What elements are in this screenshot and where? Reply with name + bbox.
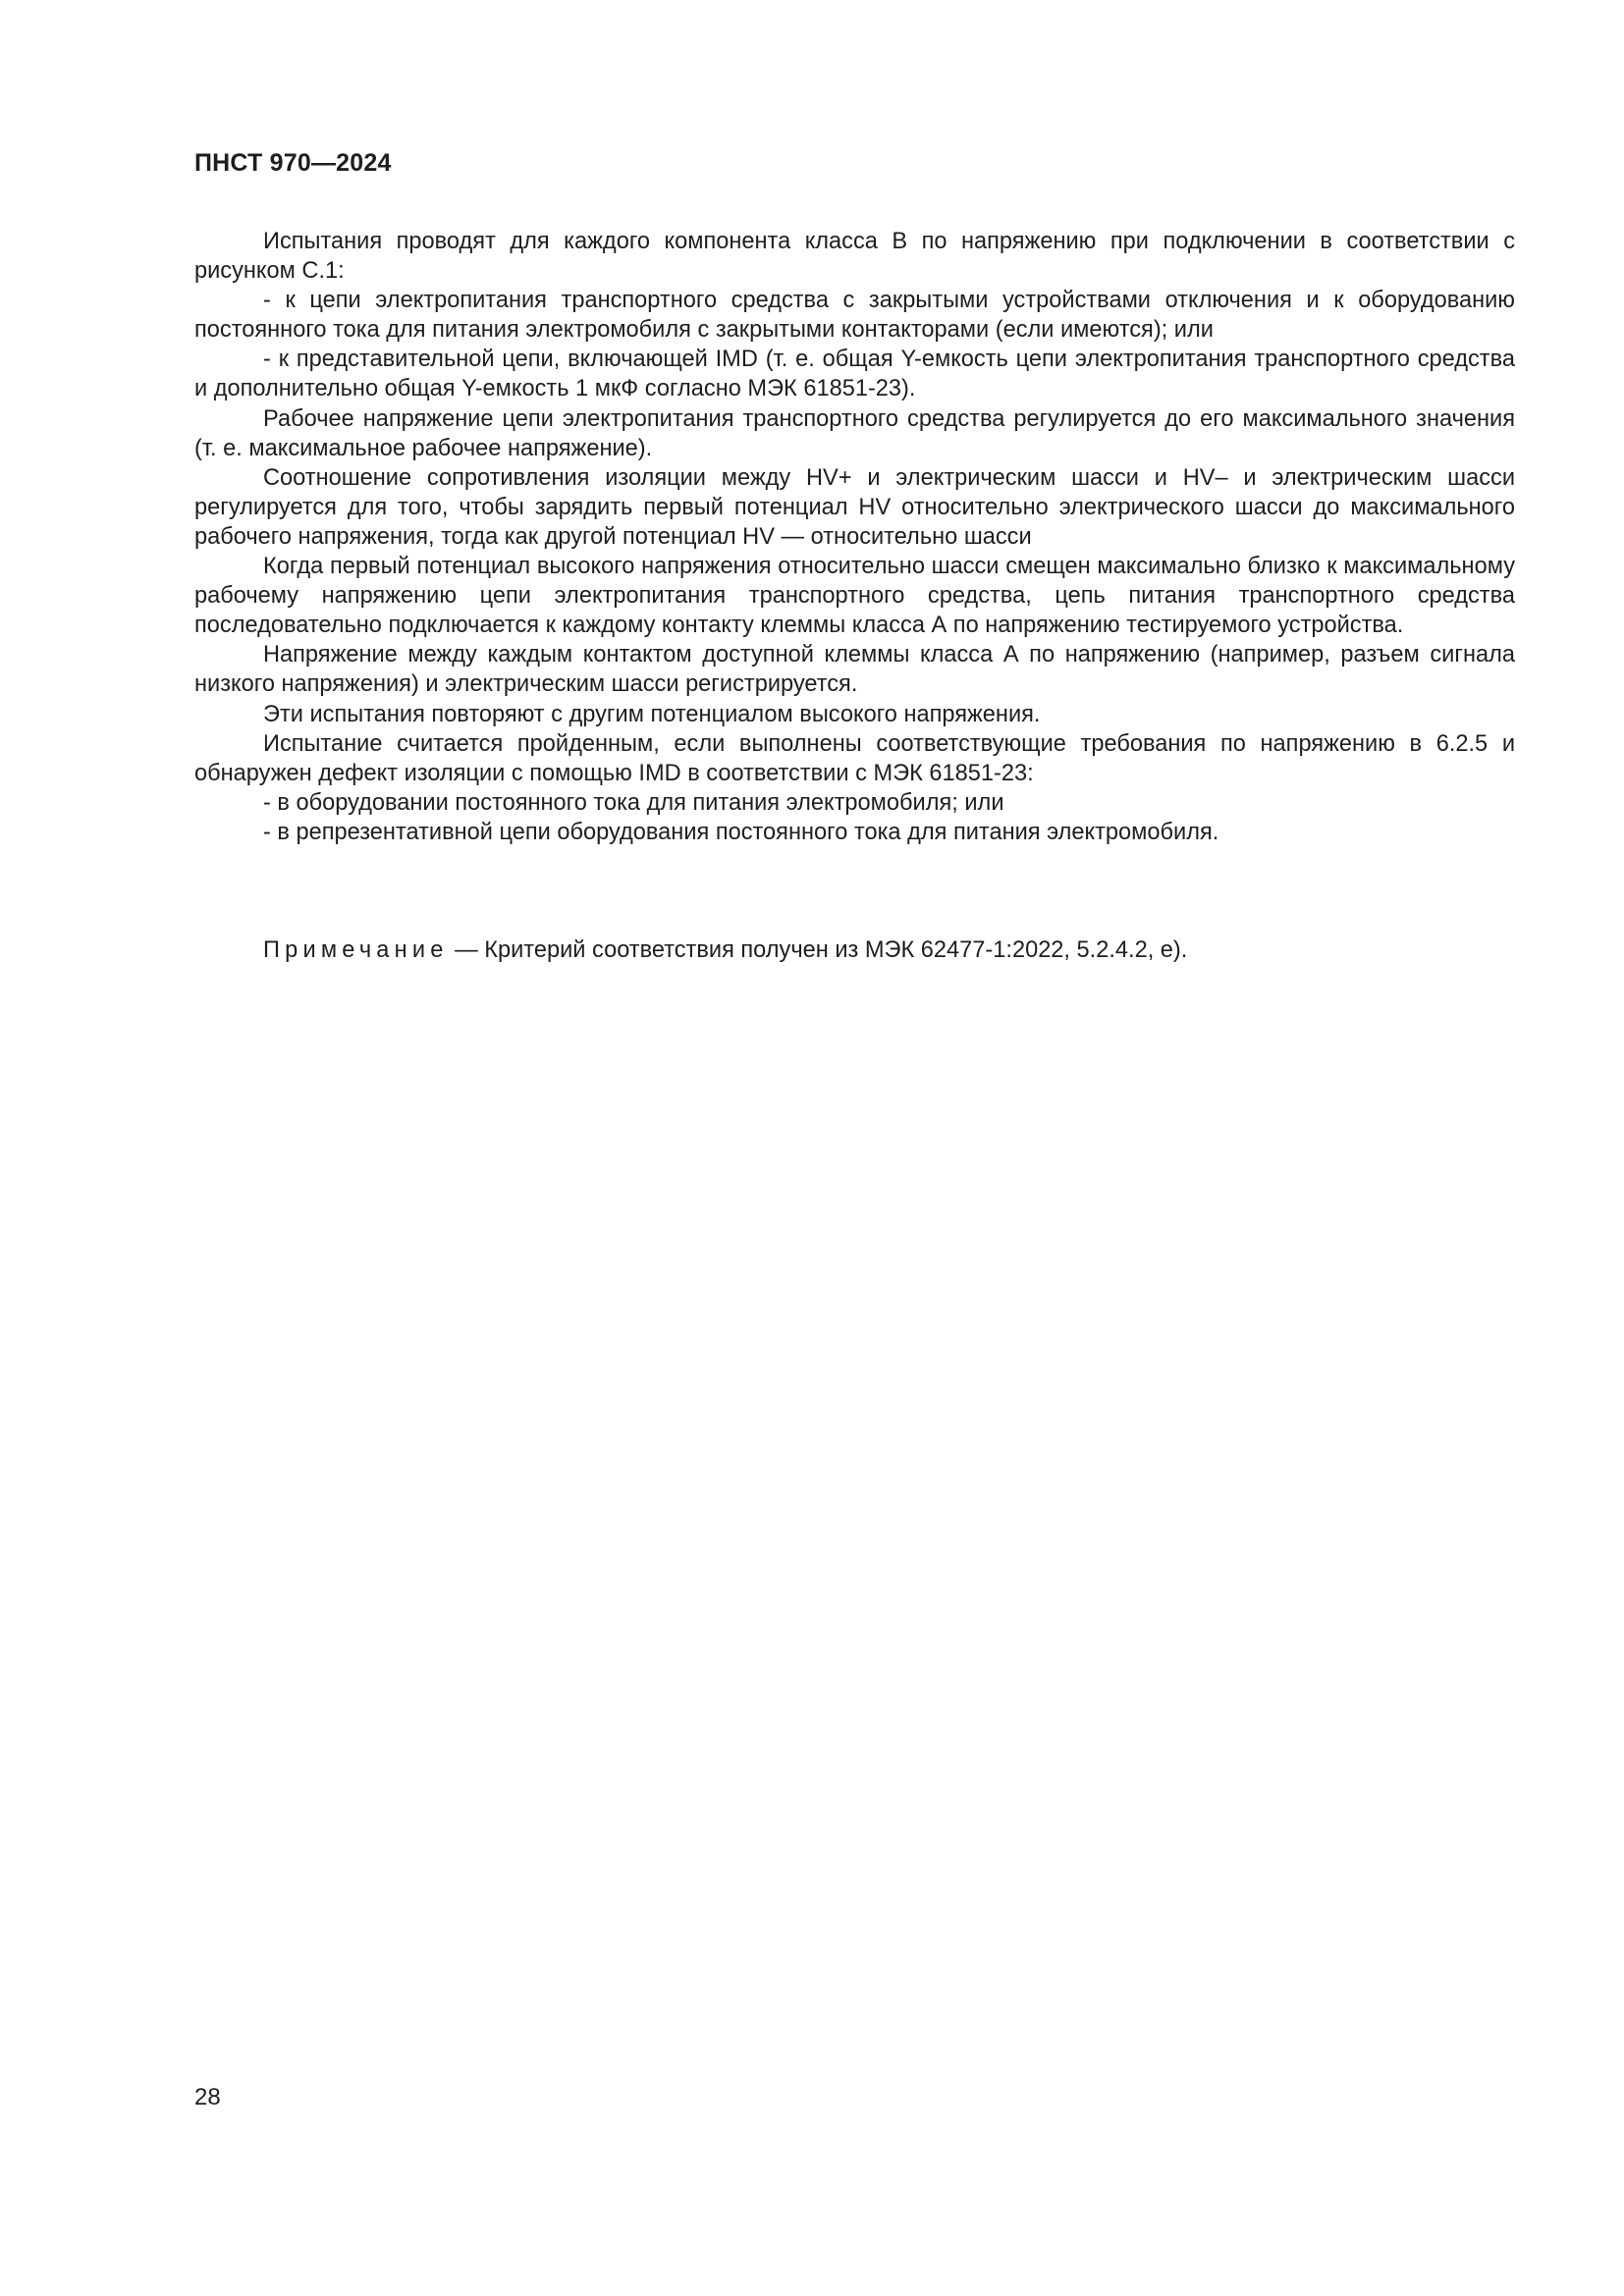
- paragraph-working-voltage: Рабочее напряжение цепи электропитания транспортного средства регулируется до его максимального значения (т. е. максимальное рабочее напряжение).: [194, 405, 1515, 461]
- page-number: 28: [194, 2084, 221, 2110]
- list-item-dc-equipment: - в оборудовании постоянного тока для питания электромобиля; или: [263, 789, 1004, 816]
- list-item-representative-circuit: - к представительной цепи, включающей IMD (т. е. общая Y-емкость цепи электропитания транспортного средства и дополнительно общая Y-емкость 1 мкФ согласно МЭК 61851-23).: [194, 347, 1515, 402]
- document-designation: ПНСТ 970—2024: [194, 149, 392, 177]
- list-item-representative-dc-circuit: - в репрезентативной цепи оборудования постоянного тока для питания электромобиля.: [263, 819, 1219, 845]
- list-item-vehicle-circuit: - к цепи электропитания транспортного средства с закрытыми устройствами отключения и к оборудованию постоянного тока для питания электромобиля с закрытыми контакторами (если имеются); или: [194, 288, 1515, 344]
- note-text: — Критерий соответствия получен из МЭК 62477-1:2022, 5.2.4.2, е).: [448, 937, 1188, 963]
- paragraph-test-connection: Испытания проводят для каждого компонента класса В по напряжению при подключении в соответствии с рисунком С.1:: [194, 229, 1515, 285]
- paragraph-potential-shift: Когда первый потенциал высокого напряжения относительно шасси смещен максимально близко к максимальному рабочему напряжению цепи электропитания транспортного средства, цепь питания транспортного средства последовательно подключается к каждому контакту клеммы класса А по напряжению тестируемого устройства.: [194, 554, 1515, 639]
- section-body: [194, 227, 1515, 847]
- paragraph-repeat-tests: Эти испытания повторяют с другим потенциалом высокого напряжения.: [263, 701, 1041, 727]
- note: [263, 935, 1187, 965]
- paragraph-pass-criteria: Испытание считается пройденным, если выполнены соответствующие требования по напряжению в 6.2.5 и обнаружен дефект изоляции с помощью IMD в соответствии с МЭК 61851-23:: [194, 730, 1515, 786]
- paragraph-insulation-resistance: Соотношение сопротивления изоляции между HV+ и электрическим шасси и HV– и электрическим шасси регулируется для того, чтобы зарядить первый потенциал HV относительно электрического шасси до максимального рабочего напряжения, тогда как другой потенциал HV — относительно шасси: [194, 464, 1515, 550]
- paragraph-voltage-recording: Напряжение между каждым контактом доступной клеммы класса А по напряжению (например, разъем сигнала низкого напряжения) и электрическим шасси регистрируется.: [194, 642, 1515, 698]
- note-label: Примечание: [263, 937, 449, 963]
